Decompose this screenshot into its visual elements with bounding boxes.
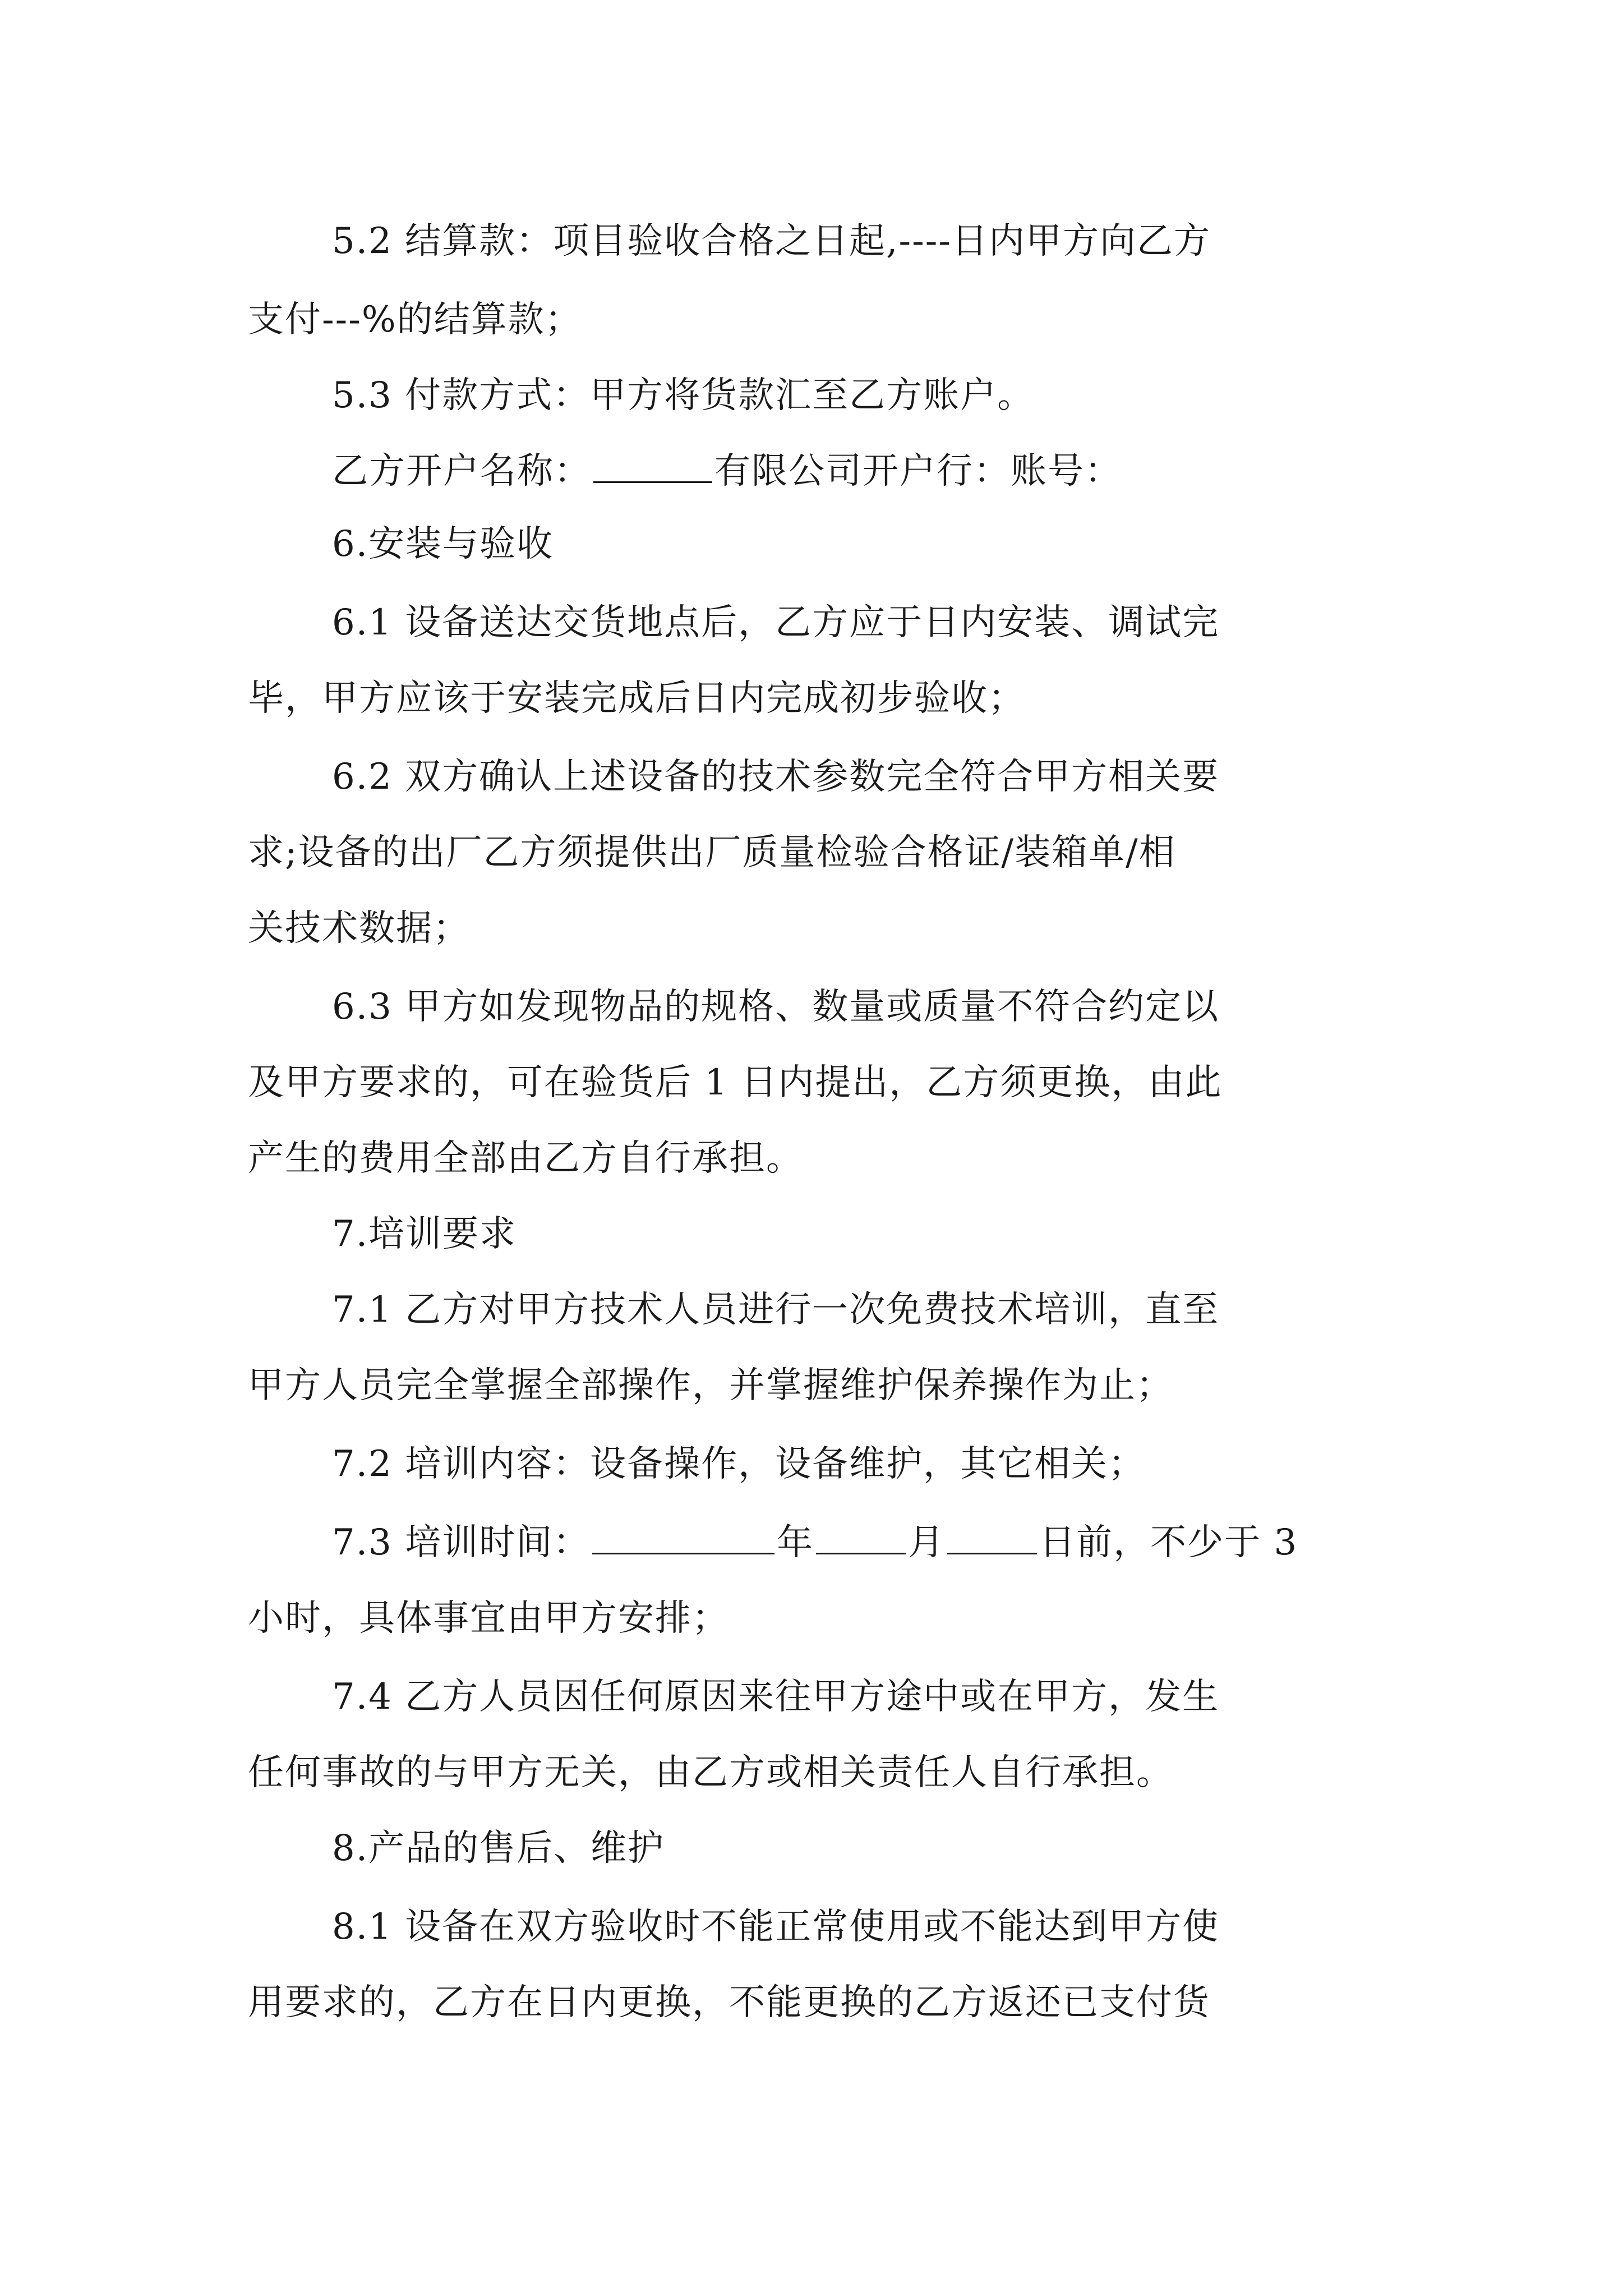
blank-month [816,1524,906,1554]
blank-field [593,452,712,483]
text-line: 7.2 培训内容：设备操作，设备维护，其它相关； [332,1443,1146,1485]
account-name-line [0,449,1623,494]
text-line: 6.2 双方确认上述设备的技术参数完全符合甲方相关要 [332,756,1220,798]
text-line: 产生的费用全部由乙方自行承担。 [248,1138,803,1179]
text-line: 关技术数据； [248,908,470,949]
blank-year [592,1524,774,1554]
day-label: 日前，不少于 3 [1039,1522,1298,1563]
account-label: 乙方开户名称： [332,450,591,492]
year-label: 年 [777,1522,814,1563]
month-label: 月 [908,1522,946,1563]
text-line: 任何事故的与甲方无关，由乙方或相关责任人自行承担。 [248,1752,1173,1793]
text-line: 6.1 设备送达交货地点后，乙方应于日内安装、调试完 [332,602,1220,643]
text-line: 毕，甲方应该于安装完成后日内完成初步验收； [248,678,1025,719]
text-line: 小时，具体事宜由甲方安排； [248,1598,729,1639]
training-time-label: 7.3 培训时间： [332,1522,591,1563]
section-heading: 8.产品的售后、维护 [332,1828,665,1869]
section-heading: 7.培训要求 [332,1213,517,1255]
training-time-line [0,1520,1623,1565]
text-line: 求;设备的出厂乙方须提供出厂质量检验合格证/装箱单/相 [248,832,1176,873]
text-line: 8.1 设备在双方验收时不能正常使用或不能达到甲方使 [332,1906,1220,1948]
text-line: 甲方人员完全掌握全部操作，并掌握维护保养操作为止； [248,1365,1173,1406]
text-line: 及甲方要求的，可在验货后 1 日内提出，乙方须更换，由此 [248,1062,1223,1103]
text-line: 6.3 甲方如发现物品的规格、数量或质量不符合约定以 [332,986,1220,1028]
account-bank-label: 有限公司开户行：账号： [714,450,1122,492]
text-line: 7.1 乙方对甲方技术人员进行一次免费技术培训，直至 [332,1289,1220,1331]
text-line: 7.4 乙方人员因任何原因来往甲方途中或在甲方，发生 [332,1676,1220,1718]
section-heading: 6.安装与验收 [332,523,554,565]
text-line: 用要求的，乙方在日内更换，不能更换的乙方返还已支付货 [248,1982,1210,2023]
text-line: 5.2 结算款：项目验收合格之日起,----日内甲方向乙方 [332,220,1211,262]
blank-day [947,1524,1037,1554]
text-line: 支付---%的结算款； [248,299,582,341]
text-line: 5.3 付款方式：甲方将货款汇至乙方账户。 [332,375,1035,416]
